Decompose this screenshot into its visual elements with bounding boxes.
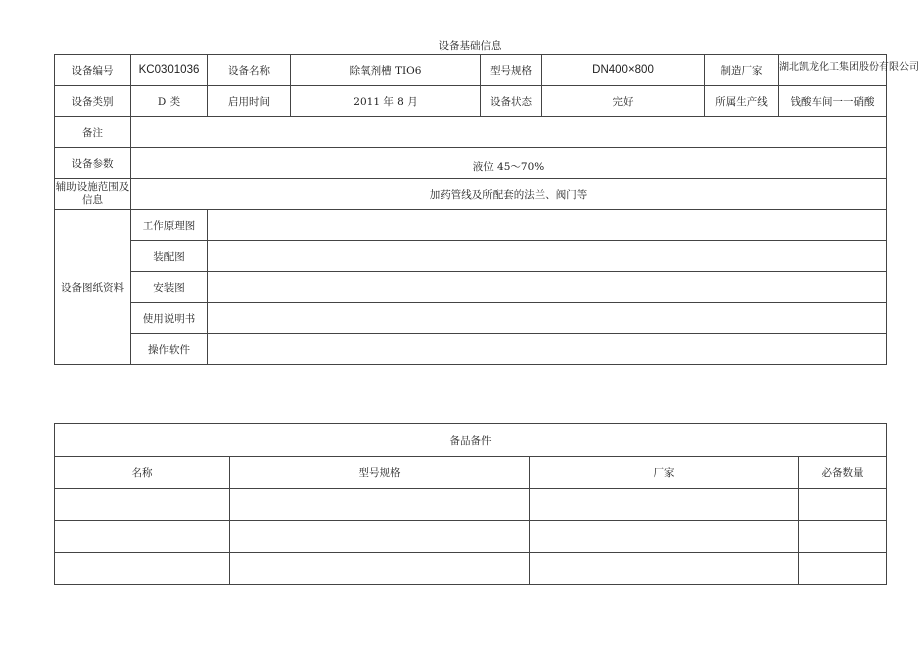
drawing-label-software: 操作软件 [131,334,208,365]
column-header-model: 型号规格 [230,457,530,489]
table-row [55,179,887,210]
aux-facility-value: 加药管线及所配套的法兰、阀门等 [131,179,887,210]
table-cell[interactable] [55,489,230,521]
table-row [55,86,887,117]
table-cell[interactable] [799,521,887,553]
drawing-value-software[interactable] [208,334,887,365]
drawing-value-principle[interactable] [208,210,887,241]
equipment-category-label: 设备类别 [55,86,131,117]
model-spec-value: DN400×800 [542,55,705,86]
column-header-manufacturer: 厂家 [530,457,799,489]
table-cell[interactable] [530,521,799,553]
manufacturer-value: 湖北凯龙化工集团股份有限公司 [779,55,887,86]
drawing-value-assembly[interactable] [208,241,887,272]
table-cell[interactable] [530,553,799,585]
table-cell[interactable] [230,521,530,553]
manufacturer-label: 制造厂家 [705,55,779,86]
table-row [55,148,887,179]
start-time-label: 启用时间 [208,86,291,117]
equipment-status-value: 完好 [542,86,705,117]
table-row [55,272,887,303]
table-cell[interactable] [55,521,230,553]
equipment-basic-info-table [54,54,919,365]
spare-parts-table [54,423,887,585]
table-row [55,55,887,86]
drawing-label-installation: 安装图 [131,272,208,303]
model-spec-label: 型号规格 [481,55,542,86]
equipment-code-value: KC0301036 [131,55,208,86]
column-header-name: 名称 [55,457,230,489]
table-row [55,521,887,553]
table-cell[interactable] [799,553,887,585]
table-cell[interactable] [230,553,530,585]
column-header-quantity: 必备数量 [799,457,887,489]
equipment-params-label: 设备参数 [55,148,131,179]
remark-value[interactable] [131,117,887,148]
drawing-value-installation[interactable] [208,272,887,303]
drawing-label-assembly: 装配图 [131,241,208,272]
table-cell[interactable] [55,553,230,585]
spare-parts-title: 备品备件 [55,424,887,457]
page-title: 设备基础信息 [438,40,502,52]
table-cell[interactable] [530,489,799,521]
equipment-code-label: 设备编号 [55,55,131,86]
drawings-label: 设备图纸资料 [55,210,131,365]
equipment-status-label: 设备状态 [481,86,542,117]
equipment-name-value: 除氧剂槽 TIO6 [291,55,481,86]
table-row [55,241,887,272]
table-cell[interactable] [799,489,887,521]
equipment-name-label: 设备名称 [208,55,291,86]
remark-label: 备注 [55,117,131,148]
table-row [55,334,887,365]
equipment-params-value: 液位 45～70% [131,148,887,179]
table-row [55,424,887,457]
aux-facility-label: 辅助设施范围及信息 [55,179,131,210]
drawing-label-principle: 工作原理图 [131,210,208,241]
table-cell[interactable] [230,489,530,521]
table-row [55,303,887,334]
table-row [55,210,887,241]
equipment-category-value: D 类 [131,86,208,117]
table-row [55,489,887,521]
drawing-value-manual[interactable] [208,303,887,334]
table-row [55,553,887,585]
start-time-value: 2011 年 8 月 [291,86,481,117]
table-row [55,457,887,489]
drawing-label-manual: 使用说明书 [131,303,208,334]
table-row [55,117,887,148]
production-line-label: 所属生产线 [705,86,779,117]
production-line-value: 钱酸车间一一硝酸 [779,86,887,117]
